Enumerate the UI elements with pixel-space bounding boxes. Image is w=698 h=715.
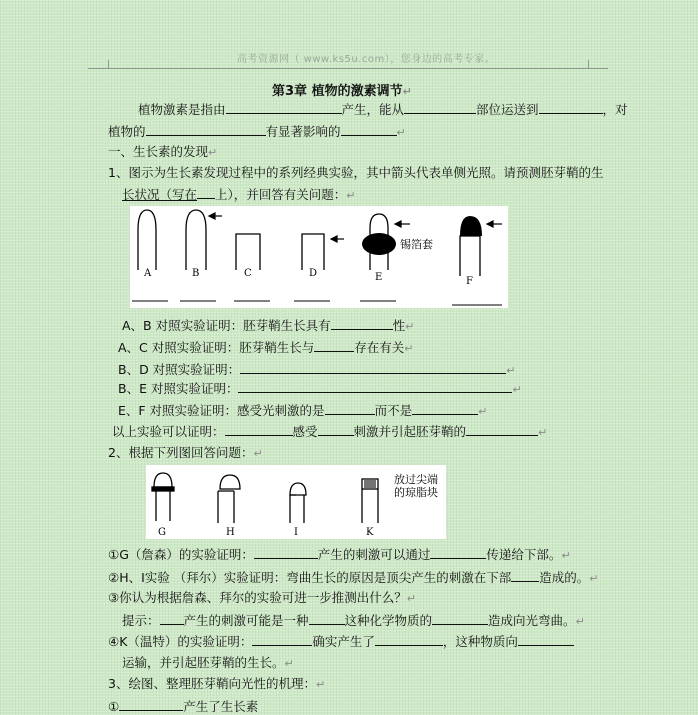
stem-k: [362, 489, 378, 523]
conclusion-bd: B、D 对照实验证明： ↵: [118, 362, 516, 377]
agar-note-1: 放过尖端: [394, 473, 438, 486]
stem-g: [156, 491, 170, 521]
conclusion-ef: E、F 对照实验证明：感受光刺激的是 而不是 ↵: [118, 403, 488, 418]
item-g: ①G（詹森）的实验证明： 产生的刺激可以通过 传递给下部。↵: [108, 547, 571, 562]
figure-1-drawing: [130, 206, 508, 308]
foil-label: 锡箔套: [400, 238, 433, 251]
header-rule: [88, 68, 608, 69]
item-q3: ③你认为根据詹森、拜尔的实验可进一步推测出什么？↵: [108, 590, 416, 605]
label-a: A: [144, 268, 152, 279]
seedling-f: [460, 236, 480, 276]
arrow-head-f: [487, 221, 493, 227]
q3-item-1: ① 产生了生长素: [108, 699, 259, 714]
label-d: D: [309, 268, 318, 279]
agar-note-2: 的琼脂块: [394, 486, 438, 499]
arrow-head-b: [209, 213, 215, 219]
intro-line-2: 植物的 有显著影响的 ↵: [108, 124, 406, 139]
foil-cap-e: [362, 233, 396, 255]
arrow-head-e: [395, 221, 401, 227]
stem-h: [218, 491, 234, 523]
q1-line-1: 1、图示为生长素发现过程中的系列经典实验，其中箭头代表单侧光照。请预测胚芽鞘的生: [108, 165, 604, 180]
header-tick-left: [108, 60, 109, 69]
site-note: 高考资源网（ www.ks5u.com），您身边的高考专家。: [237, 54, 496, 65]
section-heading-1: 一、生长素的发现↵: [108, 144, 218, 159]
label-h: H: [226, 527, 235, 538]
figure-2-drawing: [146, 465, 446, 539]
seedling-b: [186, 210, 206, 270]
conclusion-ac: A、C 对照实验证明：胚芽鞘生长与 存在有关↵: [118, 340, 414, 355]
label-c: C: [244, 268, 252, 279]
foil-cap-f: [460, 216, 482, 236]
tip-h: [220, 475, 240, 489]
label-i: I: [294, 527, 298, 538]
arrow-head-d: [331, 236, 337, 242]
conclusion-ab: A、B 对照实验证明：胚芽鞘生长具有 性↵: [122, 318, 415, 333]
q1-line-2: 长状况（写在 上），并回答有关问题：↵: [122, 187, 356, 202]
page-title: 第3章 植物的激素调节↵: [272, 84, 412, 99]
intro-line-1: 植物激素是指由 产生，能从 部位运送到 ，对: [138, 102, 628, 117]
label-g: G: [158, 527, 166, 538]
q2-heading: 2、根据下列图回答问题：↵: [108, 445, 263, 460]
seedling-d: [302, 234, 324, 270]
label-f: F: [466, 276, 473, 287]
summary-line: 以上实验可以证明： 感受 刺激并引起胚芽鞘的 ↵: [112, 424, 548, 439]
figure-2: [146, 465, 446, 539]
tip-i: [290, 483, 306, 495]
item-k: ④K（温特）的实验证明： 确实产生了 ，这种物质向: [108, 633, 574, 650]
hint-line: 提示： 产生的刺激可能是一种 这种化学物质的 造成向光弯曲。↵: [122, 613, 585, 628]
figure-1: [130, 206, 508, 308]
item-k-cont: 运输，并引起胚芽鞘的生长。↵: [122, 655, 294, 670]
label-k: K: [366, 527, 374, 538]
q3-heading: 3、绘图、整理胚芽鞘向光性的机理：↵: [108, 676, 326, 691]
item-hi: ②H、I实验 （拜尔）实验证明：弯曲生长的原因是顶尖产生的刺激在下部 造成的。↵: [108, 570, 599, 585]
mica-g: [152, 487, 174, 491]
label-e: E: [375, 272, 383, 283]
seedling-a: [138, 210, 156, 270]
tip-g: [154, 473, 172, 487]
header-tick-right: [588, 60, 589, 69]
label-b: B: [192, 268, 200, 279]
seedling-c: [236, 234, 260, 270]
conclusion-be: B、E 对照实验证明： ↵: [118, 381, 522, 396]
stem-i: [290, 495, 304, 523]
